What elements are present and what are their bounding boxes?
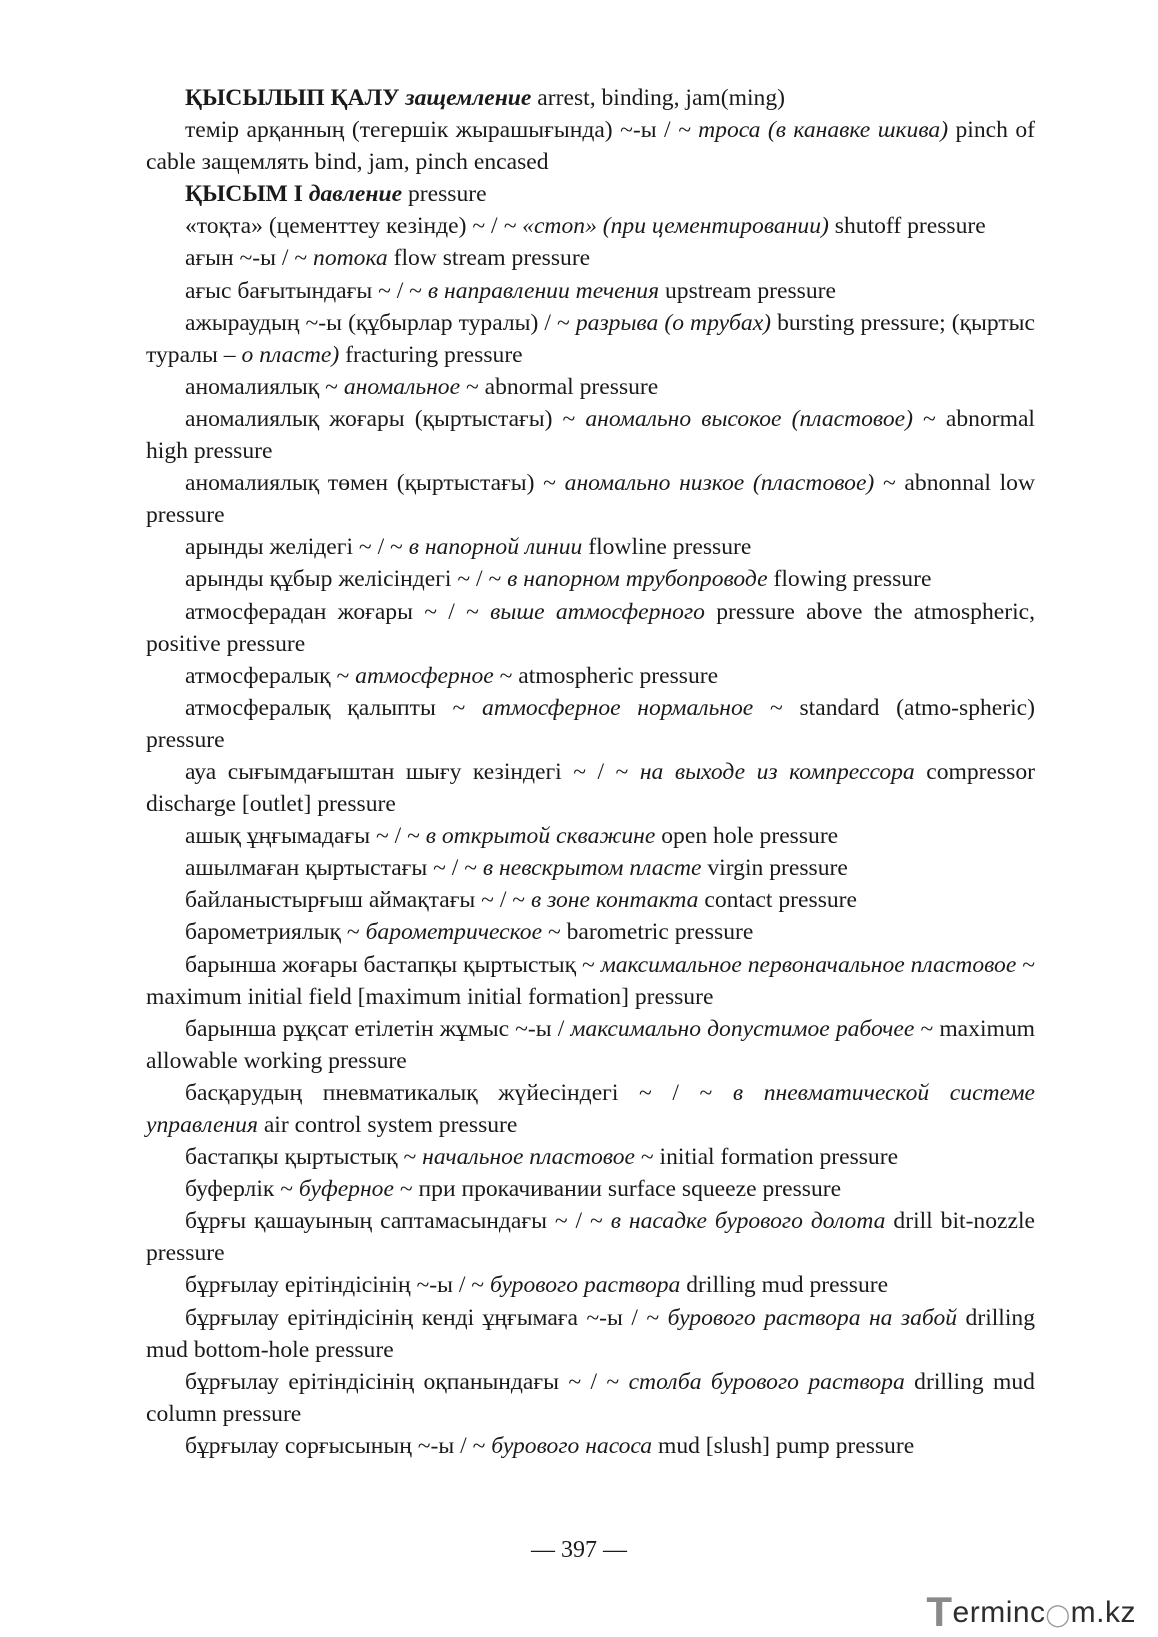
entry-text: атмосфералық ~ bbox=[185, 662, 356, 689]
entry-russian-term: начальное пластовое bbox=[422, 1144, 635, 1171]
dictionary-entry bbox=[146, 756, 1035, 820]
entry-russian-term: столба бурового раствора bbox=[628, 1368, 905, 1395]
entry-russian-term: выше атмосферного bbox=[490, 598, 705, 625]
entry-text: mud [slush] pump pressure bbox=[652, 1432, 915, 1459]
entry-russian-term: в направлении течения bbox=[427, 277, 660, 304]
watermark-rest: erminc bbox=[952, 1596, 1046, 1629]
dictionary-entry bbox=[146, 1302, 1035, 1366]
dictionary-entry bbox=[146, 1205, 1035, 1269]
entry-text: virgin pressure bbox=[701, 855, 848, 882]
dictionary-entry bbox=[146, 114, 1035, 178]
entry-russian-term: в пневматической системе управления bbox=[146, 1079, 1036, 1138]
entry-russian-term: в напорном трубопроводе bbox=[507, 566, 768, 593]
dictionary-entry bbox=[146, 1366, 1035, 1430]
entry-text: pressure bbox=[402, 181, 487, 208]
entry-text: upstream pressure bbox=[659, 277, 836, 304]
entry-text: барынша жоғары бастапқы қыртыстық ~ bbox=[185, 951, 601, 978]
entry-text: contact pressure bbox=[698, 887, 858, 914]
entry-russian-term: потока bbox=[313, 245, 388, 272]
dictionary-entry bbox=[146, 242, 1035, 274]
entry-text: «тоқта» (цементтеу кезінде) ~ / bbox=[185, 213, 504, 240]
entry-text: pressure above the atmospheric, positive pressure bbox=[146, 598, 1036, 657]
entry-text: ажыраудың ~-ы (құбырлар туралы) / ~ bbox=[185, 309, 576, 336]
dictionary-entry bbox=[146, 1269, 1035, 1301]
entry-text: ашылмаған қыртыстағы ~ / ~ bbox=[185, 855, 483, 882]
dictionary-entry bbox=[146, 949, 1035, 1013]
entry-russian-term: бурового раствора на забой bbox=[667, 1304, 958, 1331]
dictionary-entry bbox=[146, 531, 1035, 563]
entry-text: ~ initial formation pressure bbox=[635, 1144, 899, 1171]
entry-text: bursting pressure; (қыртыс туралы – bbox=[146, 309, 1035, 368]
entry-russian-term: в открытой скважине bbox=[425, 823, 656, 850]
entry-text: drilling mud pressure bbox=[680, 1272, 889, 1299]
dictionary-entry bbox=[146, 371, 1035, 403]
entry-russian-term: атмосферное нормальное bbox=[482, 694, 754, 721]
entry-russian-term: аномально низкое (пластовое) bbox=[564, 470, 875, 497]
entry-text: аномалиялық ~ bbox=[185, 373, 344, 400]
entry-text: flowline pressure bbox=[582, 534, 752, 561]
watermark-initial: T bbox=[926, 1588, 953, 1635]
page-number: — 397 — bbox=[531, 1537, 627, 1563]
entry-russian-term: ~ «стоп» (при цементировании) bbox=[503, 213, 829, 240]
entry-text: flow stream pressure bbox=[387, 245, 591, 272]
entry-text: аномалиялық төмен (қыртыстағы) ~ bbox=[185, 470, 565, 497]
entry-text: атмосфералық қалыпты ~ bbox=[185, 694, 483, 721]
entry-text: open hole pressure bbox=[655, 823, 839, 850]
entry-text: бастапқы қыртыстық ~ bbox=[185, 1144, 423, 1171]
dictionary-entry bbox=[146, 210, 1035, 242]
dictionary-entry bbox=[146, 884, 1035, 916]
entry-text: бұрғылау сорғысының ~-ы / ~ bbox=[185, 1432, 492, 1459]
dictionary-entry bbox=[146, 1430, 1035, 1462]
entry-text: бұрғылау ерітіндісінің оқпанындағы ~ / ~ bbox=[185, 1368, 629, 1395]
entry-headword: ҚЫСЫМ I bbox=[185, 181, 309, 208]
entry-russian-term: максимальное первоначальное пластовое bbox=[600, 951, 1017, 978]
entry-text: арынды құбыр желісіндегі ~ / ~ bbox=[185, 566, 508, 593]
watermark-o: ◯ bbox=[1045, 1602, 1071, 1627]
entry-text: ~ maximum initial field [maximum initial formation] pressure bbox=[146, 951, 1035, 1010]
entry-text: байланыстырғыш аймақтағы ~ / ~ bbox=[185, 887, 531, 914]
dictionary-entry bbox=[146, 403, 1035, 467]
entry-russian-term: в зоне контакта bbox=[530, 887, 699, 914]
entry-russian-term: бурового насоса bbox=[491, 1432, 653, 1459]
entry-text: темір арқанның (тегершік жырашығында) ~-ы / bbox=[185, 117, 678, 144]
entry-text: буферлік ~ bbox=[185, 1176, 299, 1203]
entry-text: drill bit-nozzle pressure bbox=[146, 1208, 1035, 1267]
dictionary-entry bbox=[146, 563, 1035, 595]
entry-text: air control system pressure bbox=[257, 1112, 518, 1138]
entry-text: арынды желідегі ~ / ~ bbox=[185, 534, 409, 561]
entry-text: pinch of cable защемлять bind, jam, pinch encased bbox=[146, 117, 1035, 176]
dictionary-entry bbox=[146, 1077, 1035, 1141]
entry-text: аномалиялық жоғары (қыртыстағы) ~ bbox=[185, 405, 586, 432]
entry-russian-term: аномальное bbox=[343, 373, 461, 400]
entry-russian-term: барометрическое bbox=[365, 919, 543, 946]
entry-headword: давление bbox=[308, 181, 403, 208]
entry-text: ~ при прокачивании surface squeeze pressure bbox=[393, 1176, 842, 1203]
entry-text: бұрғылау ерітіндісінің ~-ы / ~ bbox=[185, 1272, 490, 1299]
termincom-watermark bbox=[926, 1584, 1136, 1635]
dictionary-entry bbox=[146, 467, 1035, 531]
entry-text: атмосферадан жоғары ~ / ~ bbox=[185, 598, 491, 625]
dictionary-entry bbox=[146, 275, 1035, 307]
entry-russian-term: ~ троса (в канавке шкива) bbox=[677, 117, 949, 144]
entry-text: drilling mud bottom-hole pressure bbox=[146, 1304, 1036, 1363]
entry-text: ~ atmospheric pressure bbox=[493, 662, 719, 689]
entry-text: барынша рұқсат етілетін жұмыс ~-ы / bbox=[185, 1015, 571, 1042]
entry-text: arrest, binding, jam(ming) bbox=[531, 85, 785, 111]
entry-text: drilling mud column pressure bbox=[146, 1368, 1035, 1427]
entry-russian-term: на выходе из компрессора bbox=[639, 758, 915, 785]
entry-text: басқарудың пневматикалық жүйесіндегі ~ / ~ bbox=[185, 1079, 733, 1106]
entry-text: ~ standard (atmo-spheric) pressure bbox=[146, 694, 1035, 753]
entry-text: бұрғы қашауының саптамасындағы ~ / ~ bbox=[185, 1208, 611, 1235]
dictionary-entry bbox=[146, 596, 1035, 660]
dictionary-entry bbox=[146, 820, 1035, 852]
entry-russian-term: буферное bbox=[298, 1176, 394, 1203]
dictionary-page bbox=[146, 82, 1035, 1462]
entry-text: ағын ~-ы / ~ bbox=[185, 245, 314, 272]
dictionary-entry bbox=[146, 82, 1035, 114]
entry-text: flowing pressure bbox=[767, 566, 932, 593]
entry-russian-term: разрыва (о трубах) bbox=[575, 309, 772, 336]
entry-russian-term: в насадке бурового долота bbox=[610, 1208, 886, 1235]
dictionary-entry bbox=[146, 692, 1035, 756]
entry-russian-term: в напорной линии bbox=[408, 534, 583, 561]
entry-russian-term: в невскрытом пласте bbox=[482, 855, 702, 882]
entry-russian-term: о пласте) bbox=[241, 341, 340, 368]
entry-text: shutoff pressure bbox=[828, 213, 986, 240]
dictionary-entry bbox=[146, 852, 1035, 884]
entry-text: ашық ұңғымадағы ~ / ~ bbox=[185, 823, 426, 850]
entry-text: ~ abnormal high pressure bbox=[146, 405, 1035, 465]
entry-headword: защемление bbox=[405, 85, 532, 111]
entry-text: compressor discharge [outlet] pressure bbox=[146, 758, 1035, 818]
entry-text: ~ barometric pressure bbox=[542, 919, 754, 946]
dictionary-entry bbox=[146, 1141, 1035, 1173]
entry-russian-term: атмосферное bbox=[355, 662, 494, 689]
entry-russian-term: бурового раствора bbox=[489, 1272, 681, 1299]
dictionary-entry bbox=[146, 178, 1035, 210]
entry-text: ~ abnormal pressure bbox=[460, 373, 659, 400]
entry-text: бұрғылау ерітіндісінің кенді ұңғымаға ~-ы / ~ bbox=[185, 1304, 668, 1331]
entry-russian-term: максимально допустимое рабочее bbox=[570, 1015, 915, 1042]
dictionary-entry bbox=[146, 307, 1035, 371]
entry-text: ауа сығымдағыштан шығу кезіндегі ~ / ~ bbox=[185, 758, 640, 785]
entry-headword: ҚЫСЫЛЫП ҚАЛУ bbox=[185, 85, 406, 111]
entry-text: ~ maximum allowable working pressure bbox=[146, 1015, 1035, 1074]
entry-text: барометриялық ~ bbox=[185, 919, 366, 946]
entry-text: ~ abnonnal low pressure bbox=[146, 470, 1035, 529]
watermark-tail: m.kz bbox=[1070, 1596, 1136, 1629]
dictionary-entry bbox=[146, 1013, 1035, 1077]
dictionary-entry bbox=[146, 916, 1035, 948]
entry-text: ағыс бағытындағы ~ / ~ bbox=[185, 277, 428, 304]
dictionary-entry bbox=[146, 660, 1035, 692]
entry-text: fracturing pressure bbox=[339, 341, 523, 368]
dictionary-entry bbox=[146, 1173, 1035, 1205]
entry-russian-term: аномально высокое (пластовое) bbox=[585, 405, 913, 432]
